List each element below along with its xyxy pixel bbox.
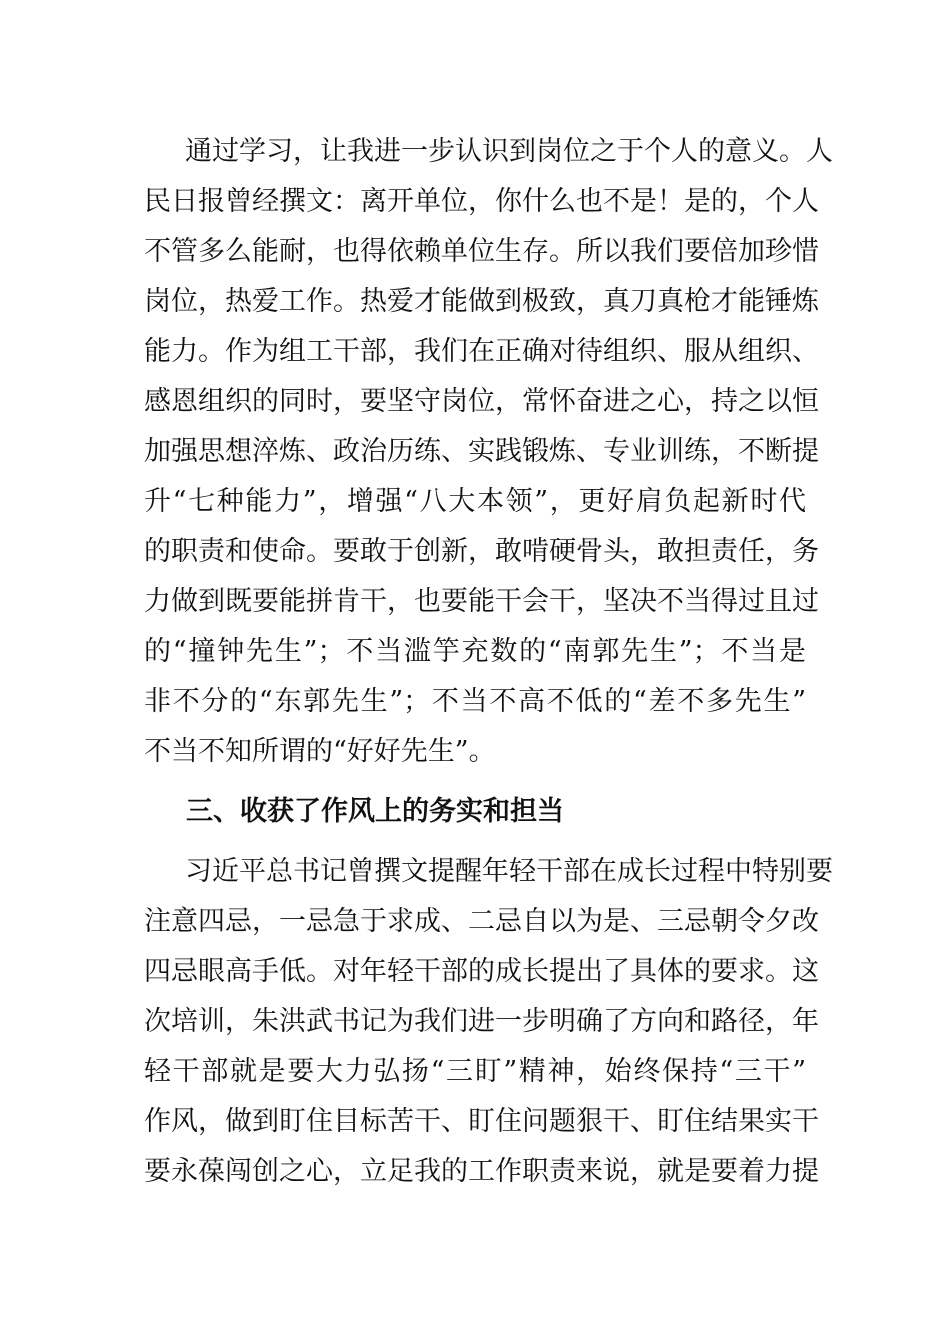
paragraph-2-line-1: 习近平总书记曾撰文提醒年轻干部在成长过程中特别要 (185, 856, 833, 887)
paragraph-2-line-3: 四忌眼高手低。对年轻干部的成长提出了具体的要求。这 (144, 956, 819, 987)
paragraph-1-line-13: 不当不知所谓的“好好先生”。 (144, 736, 496, 767)
paragraph-1-line-5: 能力。作为组工干部，我们在正确对待组织、服从组织、 (144, 336, 819, 367)
paragraph-2-line-4: 次培训，朱洪武书记为我们进一步明确了方向和路径，年 (144, 1006, 819, 1037)
paragraph-1-line-11: 的“撞钟先生”；不当滥竽充数的“南郭先生”；不当是 (144, 636, 806, 667)
paragraph-1-line-12: 非不分的“东郭先生”；不当不高不低的“差不多先生” (144, 686, 806, 717)
paragraph-2-line-7: 要永葆闯创之心，立足我的工作职责来说，就是要着力提 (144, 1156, 819, 1187)
paragraph-2-line-5: 轻干部就是要大力弘扬“三盯”精神，始终保持“三干” (144, 1056, 806, 1087)
paragraph-1-line-2: 民日报曾经撰文：离开单位，你什么也不是！是的，个人 (144, 186, 819, 217)
paragraph-1-line-8: 升“七种能力”，增强“八大本领”，更好肩负起新时代 (144, 486, 806, 517)
paragraph-1-line-7: 加强思想淬炼、政治历练、实践锻炼、专业训练，不断提 (144, 436, 819, 467)
paragraph-1-line-10: 力做到既要能拼肯干，也要能干会干，坚决不当得过且过 (144, 586, 819, 617)
paragraph-1-line-9: 的职责和使命。要敢于创新，敢啃硬骨头，敢担责任，务 (144, 536, 819, 567)
paragraph-1-line-1: 通过学习，让我进一步认识到岗位之于个人的意义。人 (185, 136, 833, 167)
paragraph-1-line-3: 不管多么能耐，也得依赖单位生存。所以我们要倍加珍惜 (144, 236, 819, 267)
paragraph-1-line-6: 感恩组织的同时，要坚守岗位，常怀奋进之心，持之以恒 (144, 386, 819, 417)
paragraph-2-line-6: 作风，做到盯住目标苦干、盯住问题狠干、盯住结果实干 (144, 1106, 819, 1137)
paragraph-1-line-4: 岗位，热爱工作。热爱才能做到极致，真刀真枪才能锤炼 (144, 286, 819, 317)
section-heading: 三、收获了作风上的务实和担当 (186, 796, 564, 827)
paragraph-2-line-2: 注意四忌，一忌急于求成、二忌自以为是、三忌朝令夕改 (144, 906, 819, 937)
